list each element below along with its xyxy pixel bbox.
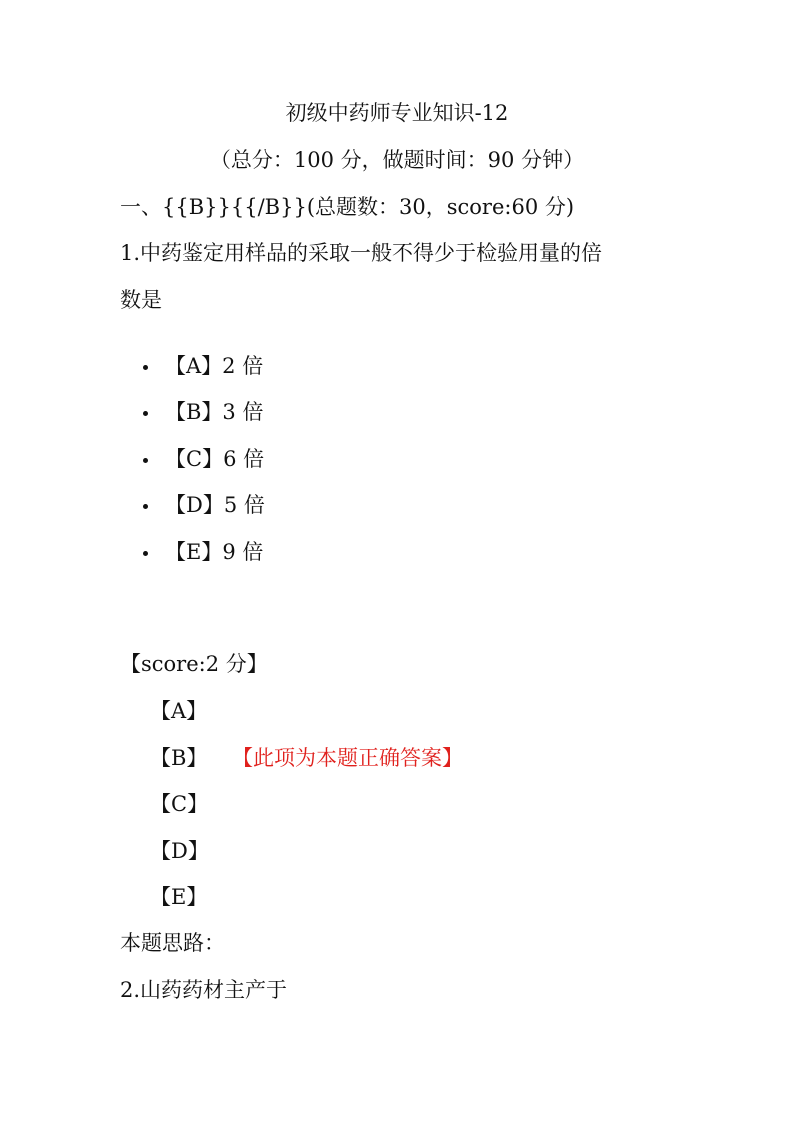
bullet-icon [143, 365, 148, 370]
bullet-icon [143, 504, 148, 509]
option-b-text: 【B】3 倍 [165, 400, 264, 424]
section-heading: 一、{{B}}{{/B}}(总题数：30，score:60 分) [120, 195, 575, 219]
answer-c-label: 【C】 [150, 792, 209, 816]
option-d-text: 【D】5 倍 [165, 493, 265, 517]
bullet-icon [143, 411, 148, 416]
option-a-text: 【A】2 倍 [165, 354, 264, 378]
bullet-icon [143, 458, 148, 463]
answer-d-label: 【D】 [150, 839, 209, 863]
question-1-stem-line-1: 1.中药鉴定用样品的采取一般不得少于检验用量的倍 [120, 241, 603, 265]
option-e-text: 【E】9 倍 [165, 540, 264, 564]
answer-b-label: 【B】 [150, 746, 208, 770]
question-1-score: 【score:2 分】 [120, 652, 268, 676]
question-2-stem-line-1: 2.山药药材主产于 [120, 978, 288, 1002]
bullet-icon [143, 551, 148, 556]
document-subtitle: （总分：100 分，做题时间：90 分钟） [209, 148, 585, 172]
document-title: 初级中药师专业知识-12 [285, 101, 509, 125]
answer-e-label: 【E】 [150, 885, 208, 909]
analysis-label: 本题思路： [120, 931, 225, 955]
answer-a-label: 【A】 [150, 699, 208, 723]
option-c-text: 【C】6 倍 [165, 447, 265, 471]
correct-answer-marker: 【此项为本题正确答案】 [232, 746, 463, 770]
question-1-stem-line-2: 数是 [120, 288, 162, 312]
